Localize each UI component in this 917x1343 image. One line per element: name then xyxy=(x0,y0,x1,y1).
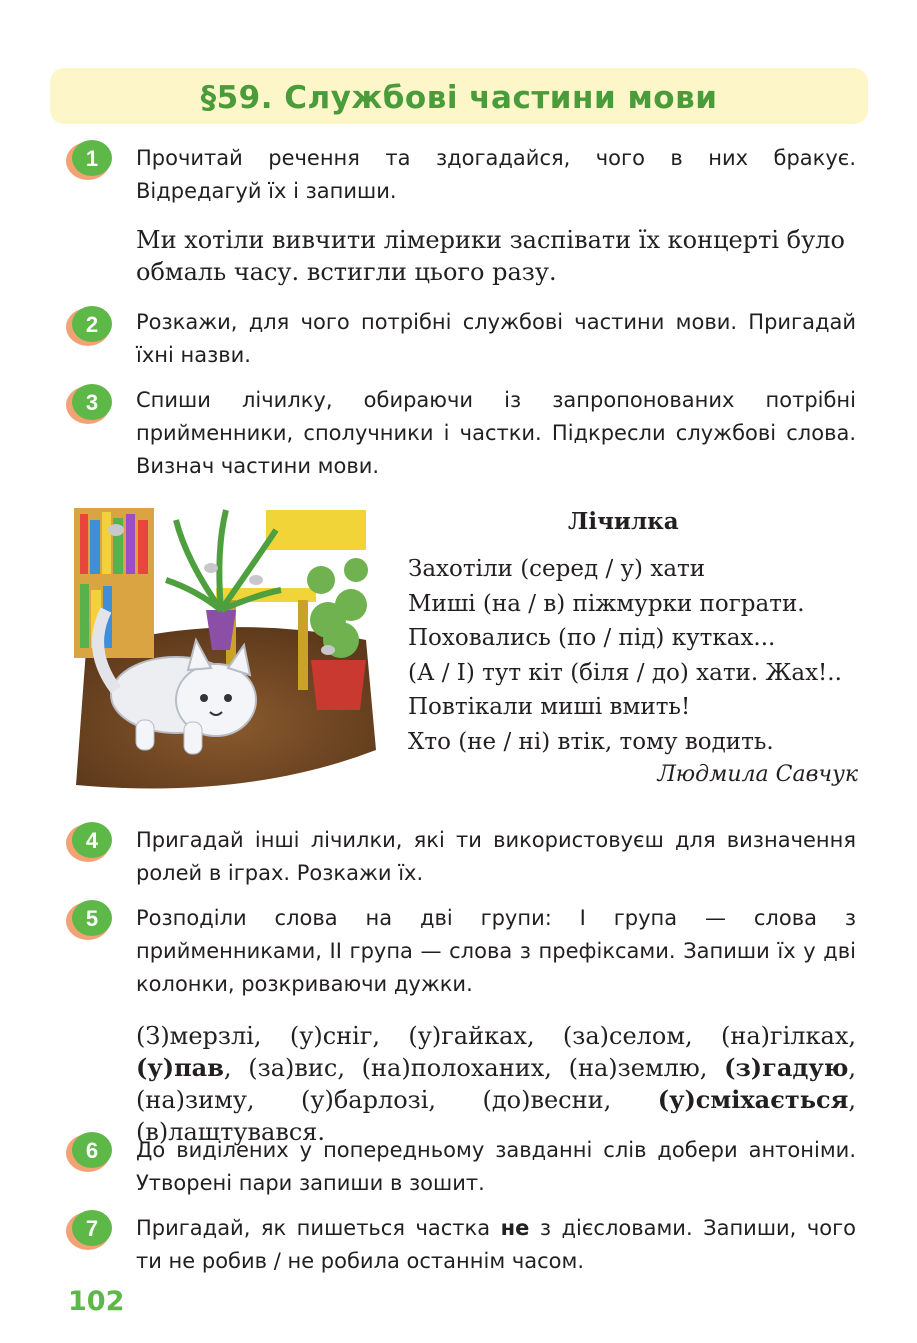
poem-line: Хто (не / ні) втік, тому водить. xyxy=(408,728,774,755)
poem-line: Захотіли (серед / у) хати xyxy=(408,556,706,582)
highlighted-word: (у)пав xyxy=(136,1053,224,1082)
poem-lines xyxy=(408,552,842,759)
task-number-badge: 5 xyxy=(66,900,114,940)
word-list-segment: (З)мерзлі, (у)сніг, (у)гайках, (за)селом, (на)гілках, xyxy=(136,1022,856,1050)
page-number: 102 xyxy=(68,1286,125,1317)
word-list-segment: , (в)лаштувався. xyxy=(136,1086,856,1146)
task-2-text: Розкажи, для чого потрібні службові частини мови. Пригадай їхні назви. xyxy=(136,310,856,367)
poem-author: Людмила Савчук xyxy=(657,762,858,787)
task-number-badge: 7 xyxy=(66,1210,114,1250)
task-7-text: Пригадай, як пишеться частка не з дієсловами. Запиши, чого ти не робив / не робила останнім часом. xyxy=(136,1216,856,1273)
task-3-text: Спиши лічилку, обираючи із запропонованих потрібні прийменники, сполучники і частки. Підкресли службові слова. Визнач частини мови. xyxy=(136,388,856,478)
title-banner xyxy=(50,68,868,124)
task-number-badge: 2 xyxy=(66,306,114,346)
task-number-badge: 4 xyxy=(66,822,114,862)
word-list-segment: , (за)вис, (на)полоханих, (на)землю, xyxy=(223,1054,725,1082)
task-5-text: Розподіли слова на дві групи: I група — слова з прийменниками, II група — слова з префіксами. Запиши їх у дві колонки, розкриваючи дужки. xyxy=(136,906,856,996)
cat-and-mice-illustration xyxy=(66,500,376,792)
task-4-text: Пригадай інші лічилки, які ти використовуєш для визначення ролей в іграх. Розкажи їх. xyxy=(136,828,856,885)
poem-line: Поховались (по / під) кутках... xyxy=(408,625,776,651)
task-number-badge: 6 xyxy=(66,1132,114,1172)
highlighted-word: (у)сміхається xyxy=(657,1085,849,1114)
highlighted-word: (з)гадую xyxy=(724,1053,849,1082)
poem-title: Лічилка xyxy=(568,508,679,535)
poem-line: Повтікали миші вмить! xyxy=(408,694,691,720)
exercise-1-text: Ми хотіли вивчити лімерики заспівати їх концерті було обмаль часу. встигли цього разу. xyxy=(136,226,845,286)
poem-line: Миші (на / в) піжмурки пограти. xyxy=(408,590,805,617)
poem-line: (А / І) тут кіт (біля / до) хати. Жах!.. xyxy=(408,659,842,686)
task-number-badge: 3 xyxy=(66,384,114,424)
task-6-text: До виділених у попередньому завданні слів добери антоніми. Утворені пари запиши в зошит. xyxy=(136,1138,856,1195)
page-title: §59. Службові частини мови xyxy=(200,80,718,116)
task-number-badge: 1 xyxy=(66,140,114,180)
task-1-text: Прочитай речення та здогадайся, чого в них бракує. Відредагуй їх і запиши. xyxy=(136,146,856,203)
word-list-segment: , (на)зиму, (у)барлозі, (до)весни, xyxy=(136,1054,856,1114)
exercise-5-text xyxy=(136,1020,856,1148)
